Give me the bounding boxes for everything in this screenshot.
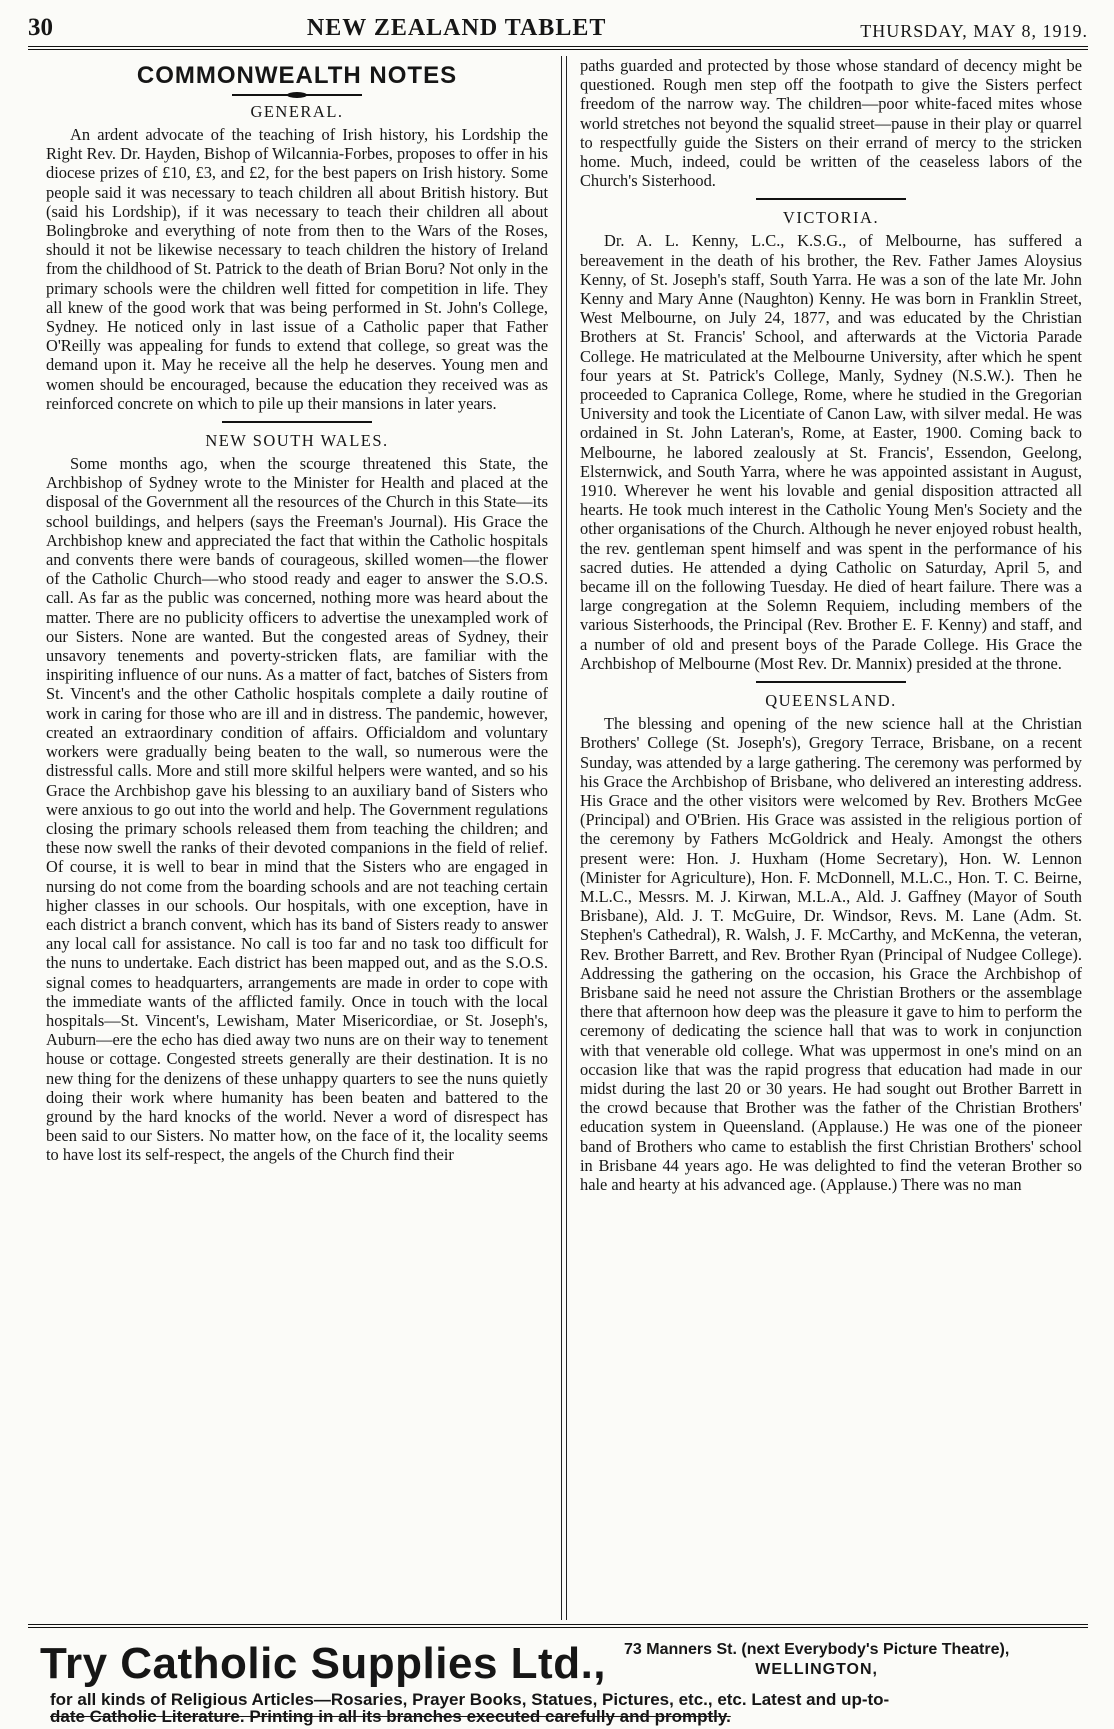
section-title: COMMONWEALTH NOTES <box>136 62 458 89</box>
section-divider <box>756 681 906 683</box>
advertisement-header <box>40 1636 1090 1688</box>
advertisement-cut-line: date Catholic Literature. Printing in all its branches executed carefully and promptly. <box>50 1707 731 1726</box>
title-ornament-rule <box>232 94 362 96</box>
advertisement <box>40 1636 1090 1726</box>
advertisement-rule <box>28 1624 1088 1628</box>
newspaper-title: NEW ZEALAND TABLET <box>306 15 607 41</box>
address-city: WELLINGTON, <box>755 1661 878 1678</box>
issue-date: THURSDAY, MAY 8, 1919. <box>860 21 1088 41</box>
victoria-paragraph: Dr. A. L. Kenny, L.C., K.S.G., of Melbourne, has suffered a bereavement in the death of his brother, the Rev. Father James Aloysius Kenny, of St. Joseph's staff, South Yarra. He was a son of the late Mr. John Kenny and Mary Anne (Naughton) Kenny. He was born in Franklin Street, West Melbourne, on July 24, 1877, and was educated by the Christian Brothers at St. Francis' School, and afterwards at the Victoria Parade College. He matriculated at the Melbourne University, after which he spent four years at St. Patrick's College, Manly, Sydney (N.S.W.). Then he proceeded to Capranica College, Rome, where he studied in the Gregorian University and took the Licentiate of Canon Law, with silver medal. He was ordained in St. John Lateran's, Rome, at Easter, 1900. Coming back to Melbourne, he labored zealously at St. Francis', Essendon, Geelong, Elsternwick, and South Yarra, where he was appointed assistant in August, 1910. Wherever he went his lovable and genial disposition attracted all hearts. He took much interest in the Catholic Young Men's Society and the other organisations of the Church. Although he never enjoyed robust health, the rev. gentleman spent himself and was spent in the performance of his sacred duties. He attended a dying Catholic on Saturday, April 5, and became ill on the following Tuesday. He died of heart failure. There was a large congregation at the Solemn Requiem, including members of the various Sisterhoods, the Principal (Rev. Brother E. F. Kenny) and staff, and a number of old and present boys of the Parade College. His Grace the Archbishop of Melbourne (Most Rev. Dr. Mannix) presided at the throne. <box>580 231 1082 673</box>
nsw-heading: NEW SOUTH WALES. <box>205 431 389 451</box>
article-columns <box>46 56 1082 1620</box>
general-paragraph: An ardent advocate of the teaching of Irish history, his Lordship the Right Rev. Dr. Hayden, Bishop of Wilcannia-Forbes, proposes to offer in his diocese prizes of £10, £3, and £2, for the best papers on Irish history. Some people said it was necessary to teach children all about British history. But (said his Lordship), if it was necessary to teach their children all about Bolingbroke and everything of note from then to the Wars of the Roses, should it not be likewise necessary to teach children the history of Ireland from the childhood of St. Patrick to the death of Brian Boru? Not only in the primary schools were the children well fitted for competition in life. They all knew of the good work that was being performed in St. John's College, Sydney. He noticed only in last issue of a Catholic paper that Father O'Reilly was appealing for funds to extend that college, so great was the demand upon it. May he receive all the help he deserves. Young men and women should be encouraged, because the education they received was as reinforced concrete on which to pile up their mansions in later years. <box>46 125 548 413</box>
section-divider <box>222 421 372 423</box>
masthead <box>28 8 1088 50</box>
left-column <box>46 56 548 1620</box>
column-divider <box>561 56 567 1620</box>
victoria-heading: VICTORIA. <box>782 208 880 228</box>
nsw-paragraph: Some months ago, when the scourge threatened this State, the Archbishop of Sydney wrote to the Minister for Health and placed at the disposal of the Government all the resources of the Church in this State—its school buildings, and helpers (says the Freeman's Journal). His Grace the Archbishop knew and appreciated the fact that within the Catholic hospitals and convents there were bands of courageous, skilled women—the flower of the Catholic Church—who stood ready and eager to answer the S.O.S. call. As far as the public was concerned, nothing more was heard about the matter. There are no publicity officers to advertise the unexampled work of our Sisters. None are wanted. But the congested areas of Sydney, their unsavory tenements and poverty-stricken flats, are familiar with the inspiriting influence of our nuns. As a matter of fact, batches of Sisters from St. Vincent's and the other Catholic hospitals complete a daily routine of work in caring for those who are ill and in distress. The pandemic, however, created an extraordinary condition of affairs. Officialdom and voluntary workers were gradually being beaten to the wall, so numerous were the distressful calls. More and still more skilful helpers were wanted, and so his Grace the Archbishop gave his blessing to an auxiliary band of Sisters who were anxious to go out into the world and help. The Government regulations closing the primary schools released them from teaching the children; and these now swell the ranks of their devoted companions in the field of relief. Of course, it is well to bear in mind that the Sisters who are engaged in nursing do not come from the boarding schools and are not teaching certain higher classes in our schools. Our hospitals, with one exception, have in each district a branch convent, which has its band of Sisters ready to answer any local call for assistance. No call is too far and no task too difficult for the nuns to undertake. Each district has been mapped out, and as the S.O.S. signal comes to headquarters, arrangements are made in order to cope with the immediate wants of the afflicted family. Once in touch with the local hospitals—St. Vincent's, Lewisham, Mater Misericordiae, or St. Joseph's, Auburn—ere the echo has died away two nuns are on their way to tenement house or cottage. Congested streets generally are their destination. It is no new thing for the denizens of these unhappy quarters to see the nuns quietly doing their work where humanity has been beaten and battered to the ground by the hard knocks of the world. Never a word of disrespect has been said to our Sisters. No matter how, on the face of it, the locality seems to have lost its self-respect, the angels of the Church find their <box>46 454 548 1165</box>
page-number: 30 <box>28 14 53 41</box>
address-street: 73 Manners St. (next Everybody's Picture Theatre), <box>624 1641 1010 1658</box>
queensland-heading: QUEENSLAND. <box>765 691 897 711</box>
right-column <box>580 56 1082 1620</box>
continuation-paragraph: paths guarded and protected by those whose standard of decency might be questioned. Rough men step off the footpath to give the Sisters perfect freedom of the narrow way. The children—poor white-faced mites whose world stretches not beyond the squalid street—pause in their play or quarrel to respectfully guide the Sisters on their errand of mercy to the stricken home. Much, indeed, could be written of the ceaseless labors of the Church's Sisterhood. <box>580 56 1082 191</box>
advertiser-name: Try Catholic Supplies Ltd., <box>40 1639 607 1688</box>
queensland-paragraph: The blessing and opening of the new science hall at the Christian Brothers' College (St. Joseph's), Gregory Terrace, Brisbane, on a recent Sunday, was attended by a large gathering. The ceremony was performed by his Grace the Archbishop of Brisbane, who delivered an interesting address. His Grace and the other visitors were welcomed by Rev. Brothers McGee (Principal) and O'Brien. His Grace was assisted in the religious portion of the ceremony by Fathers McGoldrick and Healy. Amongst the others present were: Hon. J. Huxham (Home Secretary), Hon. W. Lennon (Minister for Agriculture), Hon. F. McDonnell, M.L.C., Hon. T. C. Beirne, M.L.C., Messrs. M. J. Kirwan, M.L.A., Ald. J. Gaffney (Mayor of South Brisbane), Ald. J. T. McGuire, Dr. Windsor, Revs. M. Lane (Adm. St. Stephen's Cathedral), R. Walsh, J. F. McCarthy, and McKenna, the veteran, Rev. Brother Barrett, and Rev. Brother Ryan (Principal of Nudgee College). Addressing the gathering on the occasion, his Grace the Archbishop of Brisbane said he need not assure the Christian Brothers or the assemblage there that afternoon how deep was the pleasure it gave to him to perform the ceremony of dedicating the science hall that was to work in conjunction with that venerable old college. What was uppermost in one's mind on an occasion like that was the rapid progress that education had made in our midst during the last 20 or 30 years. He had sought out Brother Barrett in the crowd because that Brother was the father of the Christian Brothers' education system in Queensland. (Applause.) He was one of the pioneer band of Brothers who came to establish the first Christian Brothers' school in Brisbane 44 years ago. He was delighted to find the veteran Brother so hale and hearty at his advanced age. (Applause.) There was no man <box>580 714 1082 1194</box>
advertisement-tagline: for all kinds of Religious Articles—Rosaries, Prayer Books, Statues, Pictures, etc., etc. Latest and up-to- <box>50 1690 890 1709</box>
advertiser-address <box>624 1640 1009 1680</box>
section-divider <box>756 198 906 200</box>
general-heading: GENERAL. <box>250 102 344 121</box>
